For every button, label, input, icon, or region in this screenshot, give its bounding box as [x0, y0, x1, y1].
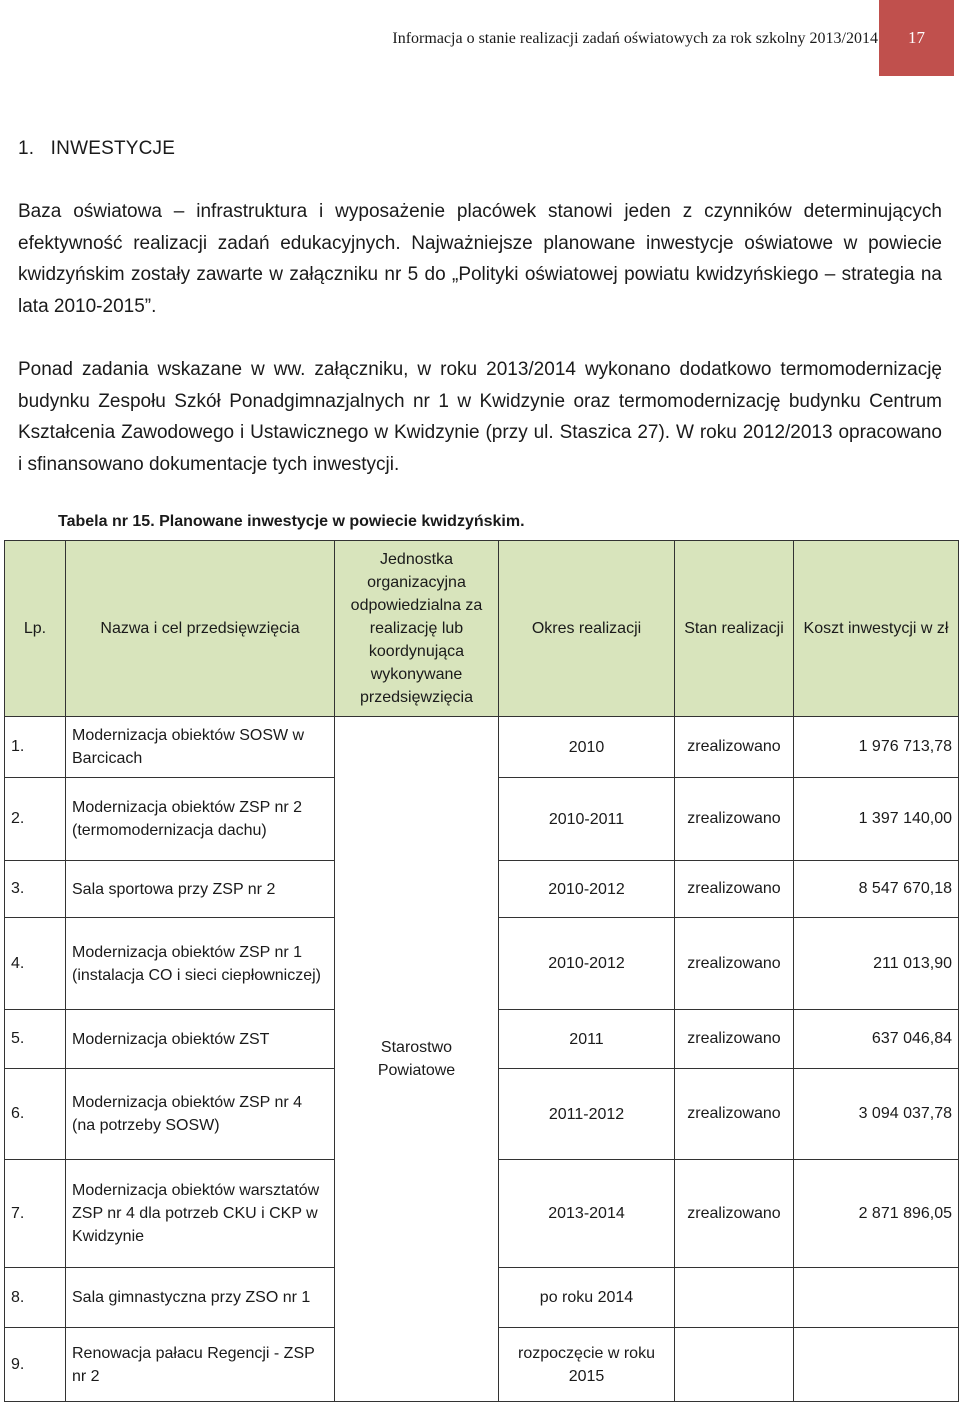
row-status: zrealizowano [675, 717, 794, 778]
row-lp: 5. [5, 1010, 66, 1069]
investments-table [4, 540, 959, 1402]
table-caption: Tabela nr 15. Planowane inwestycje w powiecie kwidzyńskim. [58, 513, 525, 530]
paragraph-additional: Ponad zadania wskazane w ww. załączniku, w roku 2013/2014 wykonano dodatkowo termomodernizację budynku Zespołu Szkół Ponadgimnazjalnych nr 1 w Kwidzynie oraz termomodernizację budynku Centrum Kształcenia Zawodowego i Ustawicznego w Kwidzynie (przy ul. Staszica 27). W roku 2012/2013 opracowano i sfinansowano dokumentacje tych inwestycji. [18, 359, 942, 475]
row-lp: 1. [5, 717, 66, 778]
header-unit: Jednostka organizacyjna odpowiedzialna za realizację lub koordynująca wykonywane przedsięwzięcia [335, 541, 499, 717]
row-status: zrealizowano [675, 1160, 794, 1268]
row-period: 2010-2012 [499, 861, 675, 918]
row-cost [794, 1268, 959, 1328]
row-name: Modernizacja obiektów ZSP nr 2 (termomodernizacja dachu) [66, 778, 335, 861]
row-lp: 9. [5, 1328, 66, 1402]
row-name: Sala sportowa przy ZSP nr 2 [66, 861, 335, 918]
row-period: 2010 [499, 717, 675, 778]
row-lp: 8. [5, 1268, 66, 1328]
row-cost: 1 976 713,78 [794, 717, 959, 778]
header-status: Stan realizacji [675, 541, 794, 717]
page-number-badge: 17 [879, 0, 954, 76]
row-status: zrealizowano [675, 918, 794, 1010]
row-lp: 3. [5, 861, 66, 918]
row-lp: 6. [5, 1069, 66, 1160]
row-name: Modernizacja obiektów ZSP nr 1 (instalacja CO i sieci ciepłowniczej) [66, 918, 335, 1010]
row-lp: 7. [5, 1160, 66, 1268]
header-cost: Koszt inwestycji w zł [794, 541, 959, 717]
row-status: zrealizowano [675, 778, 794, 861]
row-status: zrealizowano [675, 1069, 794, 1160]
row-status: zrealizowano [675, 1010, 794, 1069]
row-period: 2011-2012 [499, 1069, 675, 1160]
row-period: 2010-2012 [499, 918, 675, 1010]
paragraph-intro: Baza oświatowa – infrastruktura i wyposażenie placówek stanowi jeden z czynników determinujących efektywność realizacji zadań edukacyjnych. Najważniejsze planowane inwestycje oświatowe w powiecie kwidzyńskim zostały zawarte w załączniku nr 5 do „Polityki oświatowej powiatu kwidzyńskiego – strategia na lata 2010-2015”. [18, 201, 942, 317]
row-status: zrealizowano [675, 861, 794, 918]
header-name: Nazwa i cel przedsięwzięcia [66, 541, 335, 717]
row-cost: 3 094 037,78 [794, 1069, 959, 1160]
row-period: 2013-2014 [499, 1160, 675, 1268]
row-lp: 4. [5, 918, 66, 1010]
header-period: Okres realizacji [499, 541, 675, 717]
row-name: Modernizacja obiektów ZST [66, 1010, 335, 1069]
row-period: 2010-2011 [499, 778, 675, 861]
header-lp: Lp. [5, 541, 66, 717]
row-cost: 8 547 670,18 [794, 861, 959, 918]
table-header-row [5, 541, 959, 717]
row-cost [794, 1328, 959, 1402]
section-heading: 1. INWESTYCJE [18, 138, 176, 159]
row-lp: 2. [5, 778, 66, 861]
row-cost: 211 013,90 [794, 918, 959, 1010]
row-cost: 2 871 896,05 [794, 1160, 959, 1268]
page-header-title: Informacja o stanie realizacji zadań oświatowych za rok szkolny 2013/2014 [392, 30, 878, 47]
responsible-unit: Starostwo Powiatowe [335, 717, 499, 1402]
row-status [675, 1268, 794, 1328]
row-name: Modernizacja obiektów warsztatów ZSP nr 4 dla potrzeb CKU i CKP w Kwidzynie [66, 1160, 335, 1268]
row-period: 2011 [499, 1010, 675, 1069]
row-cost: 637 046,84 [794, 1010, 959, 1069]
row-period: rozpoczęcie w roku 2015 [499, 1328, 675, 1402]
row-name: Modernizacja obiektów SOSW w Barcicach [66, 717, 335, 778]
row-name: Sala gimnastyczna przy ZSO nr 1 [66, 1268, 335, 1328]
row-name: Renowacja pałacu Regencji - ZSP nr 2 [66, 1328, 335, 1402]
row-status [675, 1328, 794, 1402]
row-name: Modernizacja obiektów ZSP nr 4 (na potrzeby SOSW) [66, 1069, 335, 1160]
row-cost: 1 397 140,00 [794, 778, 959, 861]
row-period: po roku 2014 [499, 1268, 675, 1328]
table-row [5, 717, 959, 778]
